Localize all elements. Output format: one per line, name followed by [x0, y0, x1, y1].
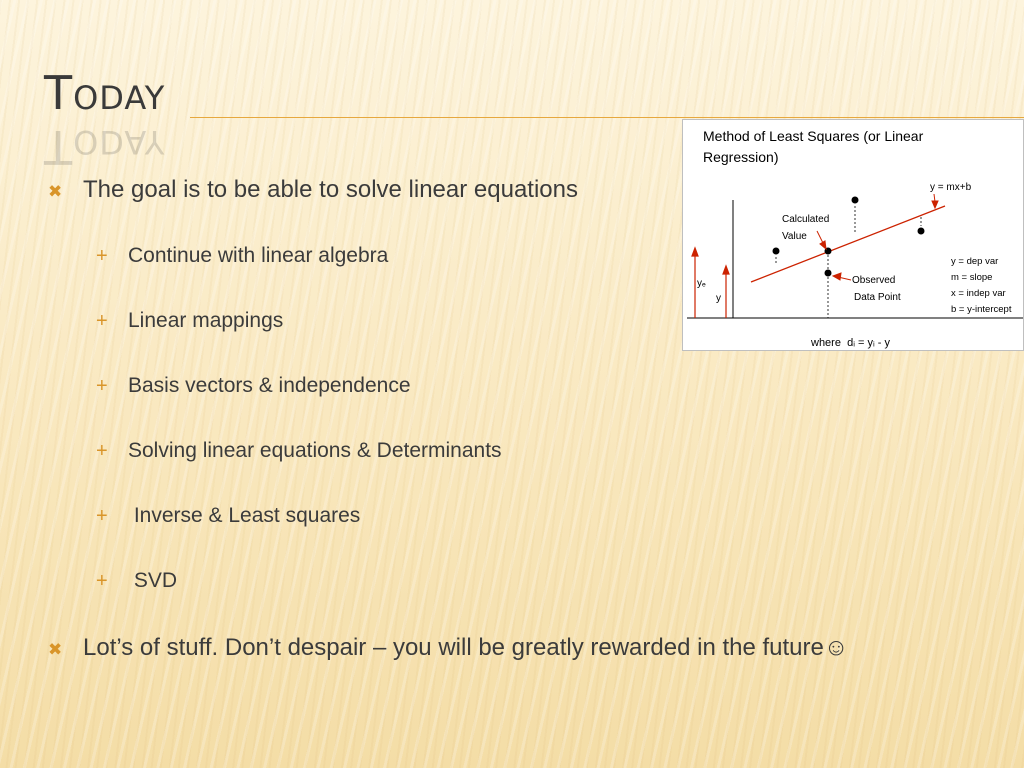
subbullet-basis-vectors: [96, 374, 411, 398]
calculated-arrow-icon: [817, 231, 826, 249]
least-squares-diagram: [683, 120, 1024, 352]
subbullet-svd: [96, 569, 177, 593]
plus-bullet-icon: +: [96, 570, 108, 592]
subbullet-text: Continue with linear algebra: [128, 244, 389, 267]
data-point: [773, 248, 780, 255]
subbullet-text: Solving linear equations & Determinants: [128, 439, 502, 462]
figure-title-line1: Method of Least Squares (or Linear: [703, 128, 924, 144]
legend-slope: m = slope: [951, 272, 993, 283]
legend-intercept: b = y-intercept: [951, 304, 1012, 315]
data-point: [918, 228, 925, 235]
bullet-dont-despair: [48, 634, 848, 662]
legend-indep-var: x = indep var: [951, 288, 1006, 299]
subbullet-text: Linear mappings: [128, 309, 284, 332]
x-bullet-icon: ✖: [48, 640, 63, 659]
observed-arrow-icon: [833, 273, 851, 280]
figure-title-line2: Regression): [703, 149, 779, 165]
calculated-label-line1: Calculated: [782, 214, 830, 225]
data-point: [852, 197, 859, 204]
y-label: y: [716, 293, 721, 304]
subbullet-linear-mappings: [96, 309, 283, 333]
subbullet-text: Basis vectors & independence: [128, 374, 411, 397]
observed-label-line1: Observed: [852, 275, 896, 286]
slide-title-reflection: Today: [44, 120, 166, 174]
equation-arrow-icon: [932, 194, 938, 208]
subbullet-least-squares: [96, 504, 360, 528]
bullet-goal: [48, 176, 578, 204]
subbullet-text: SVD: [128, 569, 178, 592]
bullet-text: Lot’s of stuff. Don’t despair – you will be greatly rewarded in the future☺: [83, 634, 849, 661]
calculated-label-line2: Value: [782, 231, 807, 242]
equation-label: y = mx+b: [930, 182, 972, 193]
plus-bullet-icon: +: [96, 245, 108, 267]
figure-footer: where dᵢ = yᵢ - y: [811, 337, 890, 349]
plus-bullet-icon: +: [96, 310, 108, 332]
x-bullet-icon: ✖: [48, 182, 63, 201]
least-squares-figure: [682, 119, 1024, 351]
observed-label-line2: Data Point: [854, 292, 901, 303]
title-underline: [190, 117, 1024, 118]
plus-bullet-icon: +: [96, 505, 108, 527]
subbullet-determinants: [96, 439, 502, 463]
plus-bullet-icon: +: [96, 440, 108, 462]
slide-title: Today: [44, 66, 166, 120]
ye-label: yₑ: [697, 278, 706, 289]
plus-bullet-icon: +: [96, 375, 108, 397]
regression-line: [751, 206, 945, 282]
subbullet-linear-algebra: [96, 244, 388, 268]
subbullet-text: Inverse & Least squares: [128, 504, 361, 527]
bullet-text: The goal is to be able to solve linear equations: [83, 176, 578, 203]
legend-dep-var: y = dep var: [951, 256, 999, 267]
